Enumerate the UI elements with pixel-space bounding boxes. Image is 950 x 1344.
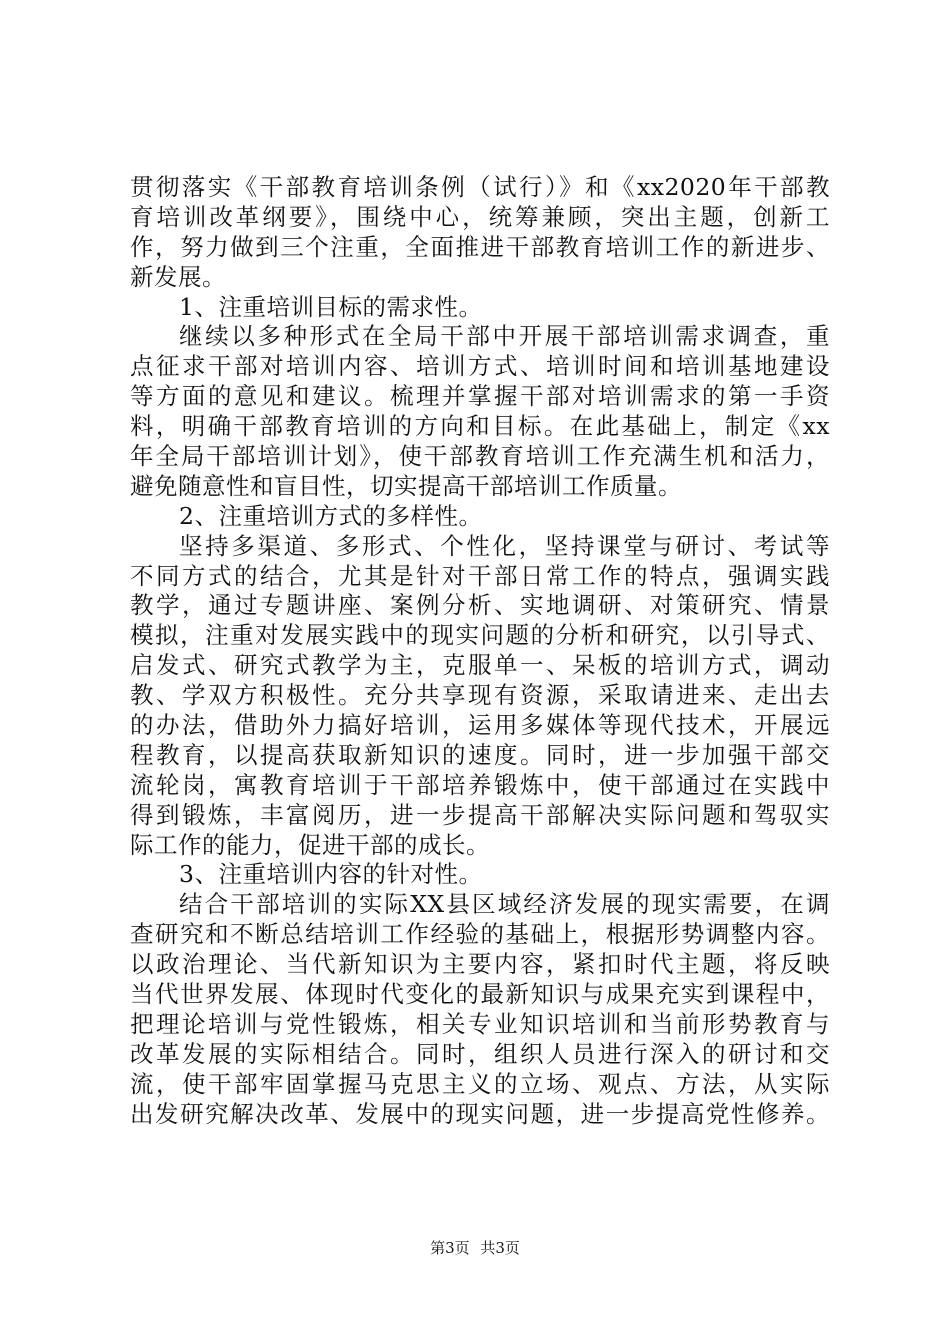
text-line: 际工作的能力，促进干部的成长。 — [130, 830, 490, 859]
text-line: 查研究和不断总结培训工作经验的基础上，根据形势调整内容。 — [130, 920, 830, 949]
text-line: 把理论培训与党性锻炼，相关专业知识培训和当前形势教育与 — [130, 1009, 830, 1038]
text-line: 的办法，借助外力搞好培训，运用多媒体等现代技术，开展远 — [130, 711, 830, 740]
text-line: 2、注重培训方式的多样性。 — [179, 501, 483, 530]
text-line: 程教育，以提高获取新知识的速度。同时，进一步加强干部交 — [130, 740, 830, 769]
text-line: 等方面的意见和建议。梳理并掌握干部对培训需求的第一手资 — [130, 382, 830, 411]
text-line: 以政治理论、当代新知识为主要内容，紧扣时代主题，将反映 — [130, 950, 830, 979]
text-line: 不同方式的结合，尤其是针对干部日常工作的特点，强调实践 — [130, 561, 830, 590]
text-line: 模拟，注重对发展实践中的现实问题的分析和研究，以引导式、 — [130, 621, 830, 650]
text-line: 3、注重培训内容的针对性。 — [179, 860, 483, 889]
page-total: 共3页 — [480, 1239, 520, 1257]
text-line: 继续以多种形式在全局干部中开展干部培训需求调查，重 — [179, 322, 830, 351]
text-line: 新发展。 — [130, 262, 226, 291]
text-line: 作，努力做到三个注重，全面推进干部教育培训工作的新进步、 — [130, 232, 830, 261]
text-line: 年全局干部培训计划》，使干部教育培训工作充满生机和活力， — [130, 442, 830, 471]
text-line: 启发式、研究式教学为主，克服单一、呆板的培训方式，调动 — [130, 651, 830, 680]
text-line: 料，明确干部教育培训的方向和目标。在此基础上，制定《xx — [130, 412, 830, 441]
text-line: 当代世界发展、体现时代变化的最新知识与成果充实到课程中， — [130, 980, 830, 1009]
text-line: 出发研究解决改革、发展中的现实问题，进一步提高党性修养。 — [130, 1099, 830, 1128]
text-line: 1、注重培训目标的需求性。 — [179, 292, 483, 321]
page-number: 第3页 — [430, 1239, 470, 1257]
text-line: 育培训改革纲要》，围绕中心，统筹兼顾，突出主题，创新工 — [130, 202, 830, 231]
text-line: 教学，通过专题讲座、案例分析、实地调研、对策研究、情景 — [130, 591, 830, 620]
text-line: 改革发展的实际相结合。同时，组织人员进行深入的研讨和交 — [130, 1039, 830, 1068]
page-footer — [0, 1238, 950, 1258]
text-line: 结合干部培训的实际XX县区域经济发展的现实需要，在调 — [179, 890, 830, 919]
text-line: 教、学双方积极性。充分共享现有资源，采取请进来、走出去 — [130, 681, 830, 710]
text-line: 流，使干部牢固掌握马克思主义的立场、观点、方法，从实际 — [130, 1069, 830, 1098]
text-line: 坚持多渠道、多形式、个性化，坚持课堂与研讨、考试等 — [179, 531, 830, 560]
text-line: 避免随意性和盲目性，切实提高干部培训工作质量。 — [130, 471, 682, 500]
text-line: 贯彻落实《干部教育培训条例（试行）》和《xx2020年干部教 — [130, 173, 830, 201]
text-line: 得到锻炼，丰富阅历，进一步提高干部解决实际问题和驾驭实 — [130, 800, 830, 829]
document-body — [130, 173, 830, 1130]
text-line: 点征求干部对培训内容、培训方式、培训时间和培训基地建设 — [130, 352, 830, 381]
text-line: 流轮岗，寓教育培训于干部培养锻炼中，使干部通过在实践中 — [130, 770, 830, 799]
